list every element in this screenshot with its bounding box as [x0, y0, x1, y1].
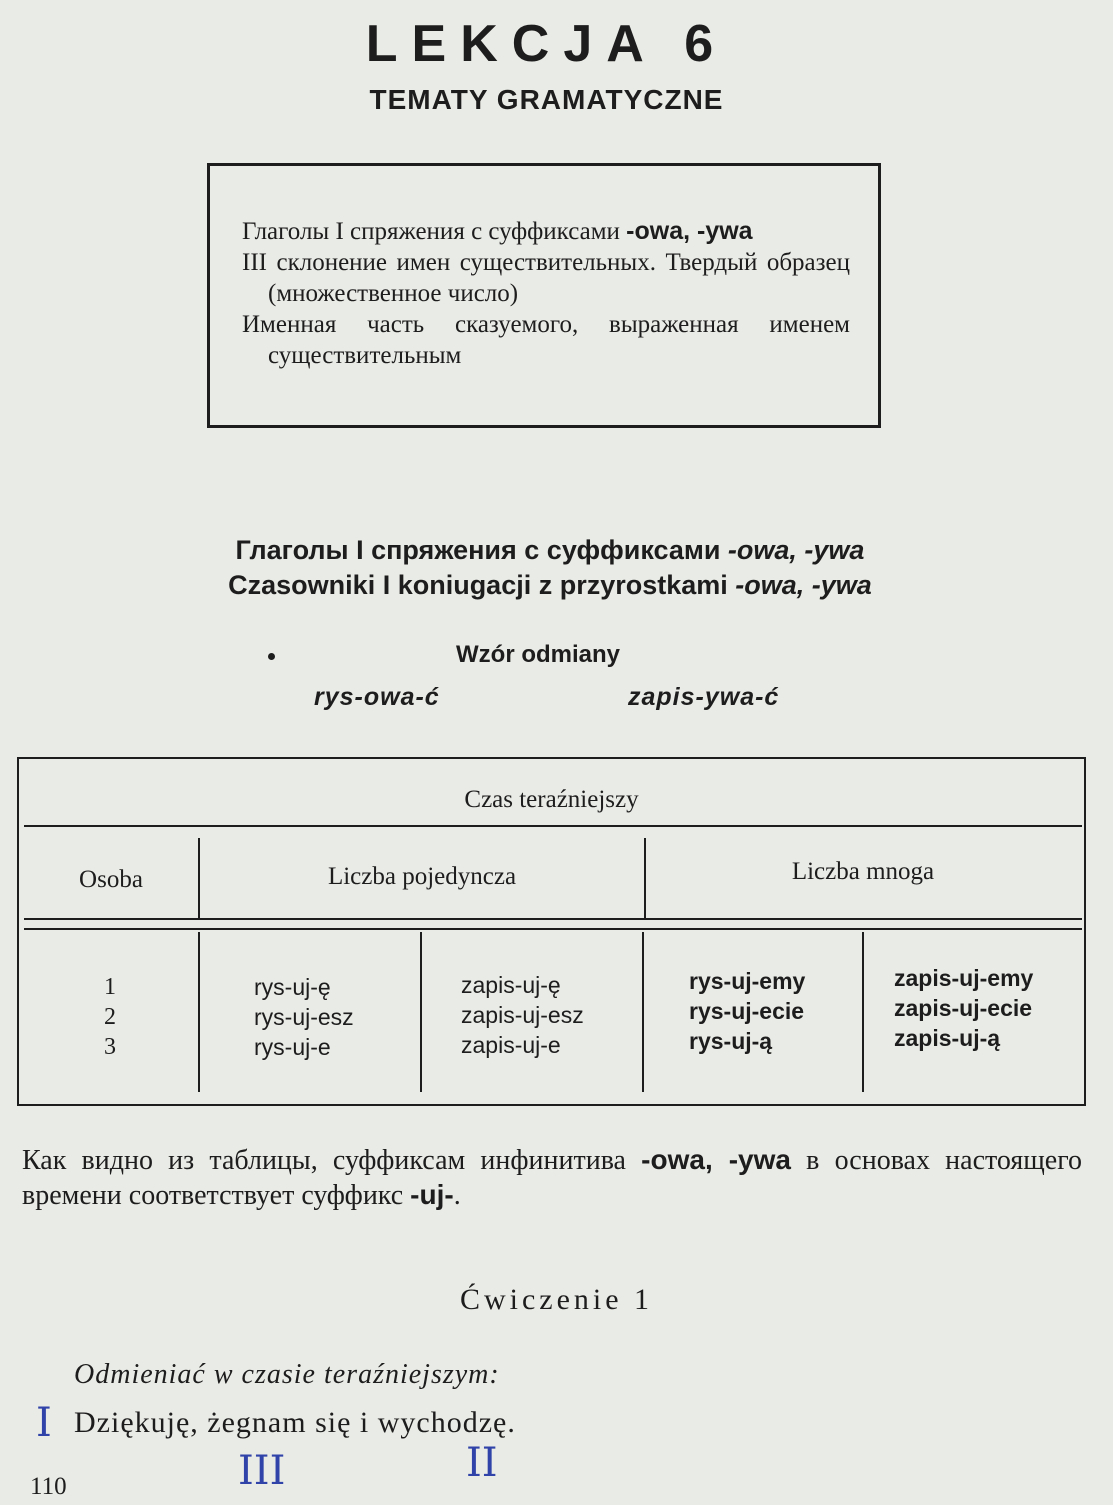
section-heading-pl: Czasowniki I koniugacji z przyrostkami -owa, -ywa: [228, 570, 872, 600]
table-rule: [420, 932, 422, 1092]
table-cell: 1: [104, 974, 116, 1000]
column-header-person: Osoba: [79, 866, 143, 893]
plural-column: [894, 963, 1033, 1053]
table-cell: rys-uj-ą: [689, 1028, 773, 1054]
column-header-singular: Liczba pojedyncza: [327, 863, 517, 890]
section-heading-ru: Глаголы I спряжения с суффиксами -owa, -ywa: [235, 535, 865, 565]
column-header-plural: Liczba mnoga: [791, 858, 935, 885]
table-cell: rys-uj-ę: [254, 974, 331, 1000]
table-rule: [642, 932, 644, 1092]
handwritten-mark: III: [238, 1448, 286, 1494]
table-cell: zapis-uj-ecie: [894, 995, 1033, 1021]
lesson-title: LEKCJA 6: [365, 15, 728, 73]
page-number: 110: [30, 1473, 67, 1500]
handwritten-mark: I: [36, 1400, 52, 1446]
table-cell: zapis-uj-ę: [461, 972, 561, 998]
topic-item: III склонение имен существительных. Твердый образец (множественное число): [242, 249, 850, 307]
table-caption: Czas teraźniejszy: [464, 786, 639, 813]
bullet-dot: [268, 653, 275, 660]
singular-column: [254, 972, 354, 1062]
table-rule: [24, 928, 1082, 930]
pattern-verb: zapis-ywa-ć: [628, 683, 780, 711]
table-cell: zapis-uj-esz: [461, 1002, 584, 1028]
topic-item: Глаголы I спряжения с суффиксами -owa, -ywa: [242, 217, 753, 245]
plural-column: [689, 966, 805, 1056]
table-cell: rys-uj-esz: [254, 1004, 354, 1030]
table-rule: [24, 825, 1082, 827]
table-cell: zapis-uj-emy: [894, 965, 1034, 991]
table-cell: 2: [104, 1004, 116, 1030]
exercise-title: Ćwiczenie 1: [459, 1283, 654, 1316]
handwritten-mark: II: [466, 1440, 498, 1486]
table-cell: zapis-uj-ą: [894, 1025, 1001, 1051]
table-cell: rys-uj-e: [254, 1034, 331, 1060]
table-cell: 3: [104, 1034, 116, 1060]
table-rule: [862, 932, 864, 1092]
pattern-verb: rys-owa-ć: [314, 683, 440, 711]
pattern-title: Wzór odmiany: [456, 641, 621, 668]
exercise-sentence: Dziękuję, żegnam się i wychodzę.: [74, 1406, 516, 1439]
table-cell: zapis-uj-e: [461, 1032, 561, 1058]
table-cell: rys-uj-ecie: [689, 998, 805, 1024]
topic-item: Именная часть сказуемого, выраженная именем существительным: [242, 311, 850, 369]
table-rule: [198, 932, 200, 1092]
person-column: [70, 972, 150, 1062]
singular-column: [461, 970, 584, 1060]
table-rule: [24, 918, 1082, 920]
exercise-instruction: Odmieniać w czasie teraźniejszym:: [74, 1359, 500, 1390]
table-cell: rys-uj-emy: [689, 968, 806, 994]
lesson-subtitle: TEMATY GRAMATYCZNE: [369, 84, 724, 115]
explanation-paragraph: Как видно из таблицы, суффиксам инфинитива -owa, -ywa в основах настоящего времени соответствует суффикс -uj-.: [22, 1144, 1083, 1211]
grammar-topics-box: [207, 163, 881, 428]
